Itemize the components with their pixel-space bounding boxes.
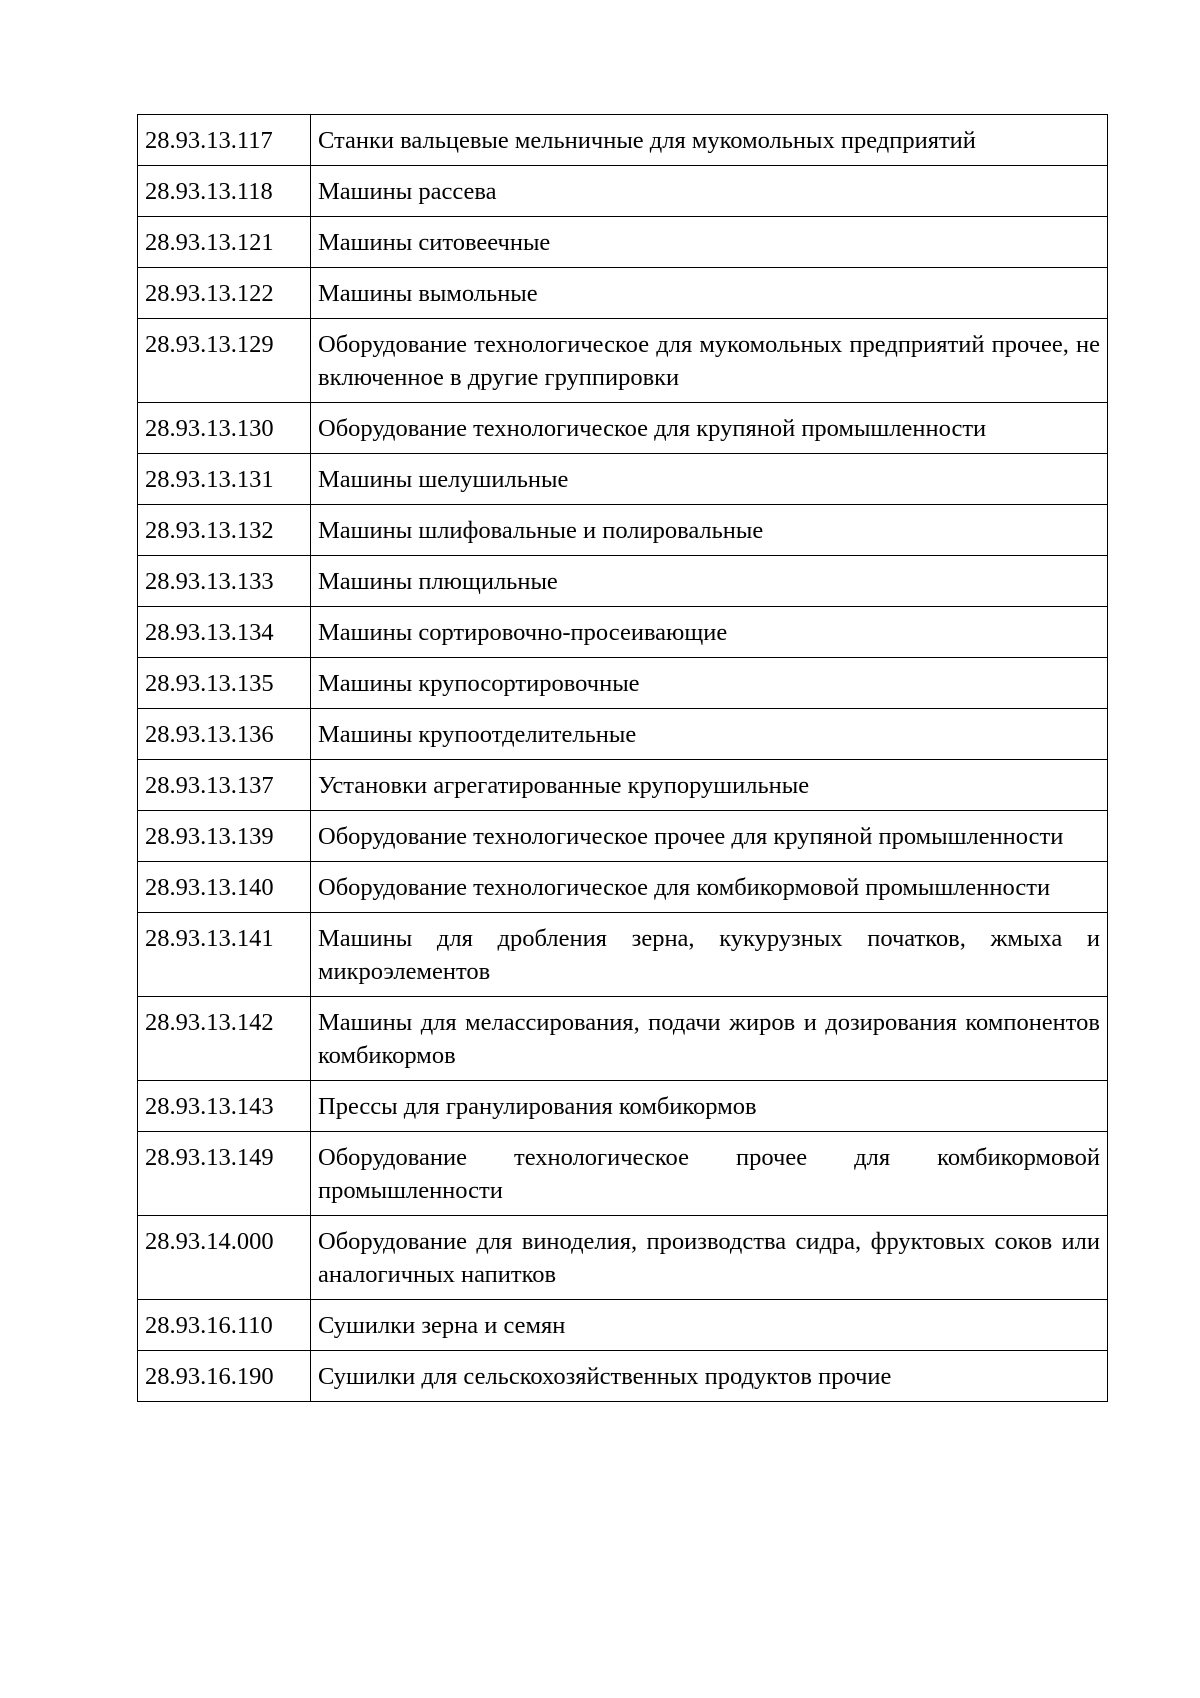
code-cell: 28.93.13.130 [138, 403, 311, 454]
table-row [138, 556, 1108, 607]
table-row [138, 913, 1108, 997]
table-row [138, 658, 1108, 709]
description-cell: Сушилки для сельскохозяйственных продуктов прочие [311, 1351, 1108, 1402]
table-row [138, 760, 1108, 811]
table-body [138, 115, 1108, 1402]
table-row [138, 268, 1108, 319]
code-cell: 28.93.13.132 [138, 505, 311, 556]
table-row [138, 217, 1108, 268]
description-cell: Станки вальцевые мельничные для мукомольных предприятий [311, 115, 1108, 166]
description-cell: Оборудование технологическое для крупяной промышленности [311, 403, 1108, 454]
description-cell: Оборудование технологическое прочее для комбикормовой промышленности [311, 1132, 1108, 1216]
code-cell: 28.93.13.139 [138, 811, 311, 862]
code-cell: 28.93.13.133 [138, 556, 311, 607]
code-cell: 28.93.13.117 [138, 115, 311, 166]
table-row [138, 1216, 1108, 1300]
code-cell: 28.93.13.141 [138, 913, 311, 997]
description-cell: Прессы для гранулирования комбикормов [311, 1081, 1108, 1132]
description-cell: Машины для мелассирования, подачи жиров и дозирования компонентов комбикормов [311, 997, 1108, 1081]
code-cell: 28.93.14.000 [138, 1216, 311, 1300]
description-cell: Оборудование технологическое прочее для крупяной промышленности [311, 811, 1108, 862]
description-cell: Машины для дробления зерна, кукурузных початков, жмыха и микроэлементов [311, 913, 1108, 997]
description-cell: Машины крупоотделительные [311, 709, 1108, 760]
table-row [138, 1351, 1108, 1402]
description-cell: Установки агрегатированные крупорушильные [311, 760, 1108, 811]
code-cell: 28.93.13.118 [138, 166, 311, 217]
table-row [138, 607, 1108, 658]
table-row [138, 166, 1108, 217]
code-cell: 28.93.13.129 [138, 319, 311, 403]
description-cell: Оборудование технологическое для комбикормовой промышленности [311, 862, 1108, 913]
table-row [138, 505, 1108, 556]
code-cell: 28.93.13.143 [138, 1081, 311, 1132]
code-cell: 28.93.13.134 [138, 607, 311, 658]
table-row [138, 709, 1108, 760]
table-row [138, 319, 1108, 403]
code-cell: 28.93.13.135 [138, 658, 311, 709]
description-cell: Машины рассева [311, 166, 1108, 217]
description-cell: Машины ситовеечные [311, 217, 1108, 268]
description-cell: Сушилки зерна и семян [311, 1300, 1108, 1351]
description-cell: Машины шелушильные [311, 454, 1108, 505]
code-cell: 28.93.13.137 [138, 760, 311, 811]
table-row [138, 1300, 1108, 1351]
table-row [138, 454, 1108, 505]
code-cell: 28.93.13.149 [138, 1132, 311, 1216]
table-row [138, 811, 1108, 862]
table-row [138, 862, 1108, 913]
description-cell: Оборудование технологическое для мукомольных предприятий прочее, не включенное в другие группировки [311, 319, 1108, 403]
code-cell: 28.93.16.190 [138, 1351, 311, 1402]
classification-table [137, 114, 1108, 1402]
description-cell: Машины вымольные [311, 268, 1108, 319]
table-row [138, 115, 1108, 166]
code-cell: 28.93.13.136 [138, 709, 311, 760]
description-cell: Оборудование для виноделия, производства сидра, фруктовых соков или аналогичных напитков [311, 1216, 1108, 1300]
code-cell: 28.93.13.140 [138, 862, 311, 913]
code-cell: 28.93.13.131 [138, 454, 311, 505]
description-cell: Машины плющильные [311, 556, 1108, 607]
table-row [138, 997, 1108, 1081]
description-cell: Машины крупосортировочные [311, 658, 1108, 709]
code-cell: 28.93.13.142 [138, 997, 311, 1081]
table-row [138, 1081, 1108, 1132]
description-cell: Машины сортировочно-просеивающие [311, 607, 1108, 658]
description-cell: Машины шлифовальные и полировальные [311, 505, 1108, 556]
code-cell: 28.93.13.122 [138, 268, 311, 319]
code-cell: 28.93.13.121 [138, 217, 311, 268]
table-row [138, 403, 1108, 454]
table-row [138, 1132, 1108, 1216]
code-cell: 28.93.16.110 [138, 1300, 311, 1351]
